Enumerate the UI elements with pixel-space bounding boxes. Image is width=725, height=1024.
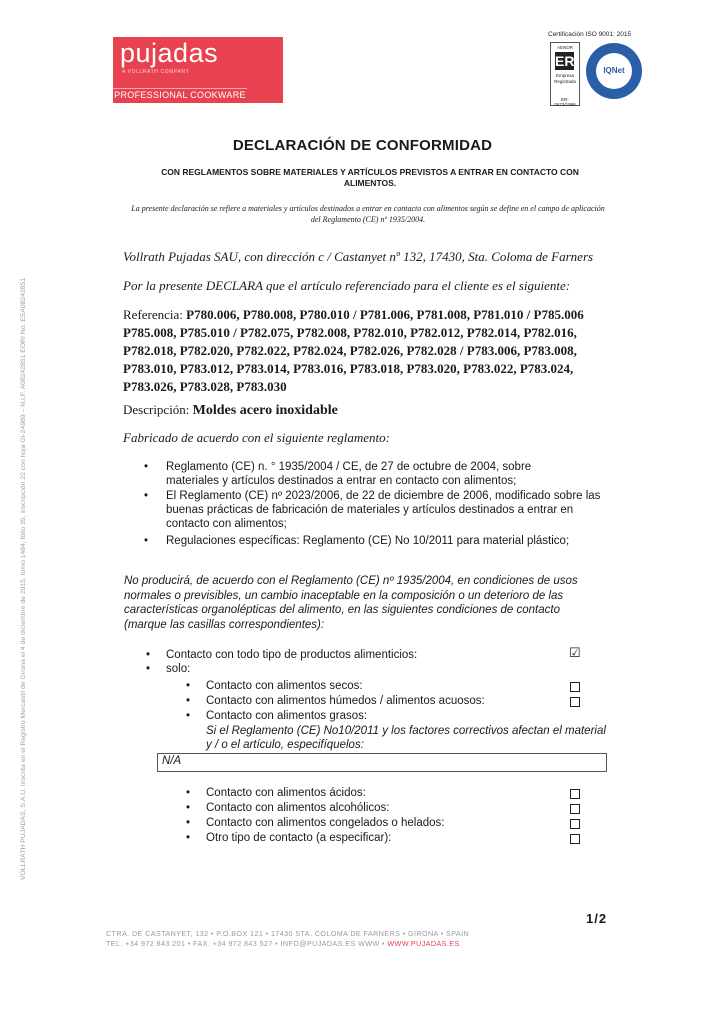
contact-label: Contacto con alimentos ácidos: — [206, 787, 366, 799]
description-value: Moldes acero inoxidable — [192, 403, 338, 418]
footer-phone-fax: TEL. +34 972 843 201 • FAX. +34 972 843 527 • INFO@PUJADAS.ES WWW • — [106, 939, 385, 948]
reference-block — [123, 306, 613, 396]
regulation-item — [144, 489, 606, 531]
contact-label: Contacto con alimentos secos: — [206, 680, 363, 692]
contact-row-alcohol — [186, 801, 390, 815]
reference-label: Referencia: — [123, 307, 183, 322]
regulation-item — [144, 534, 626, 548]
bullet-icon: • — [144, 461, 149, 473]
checkbox-alcohol[interactable] — [570, 804, 580, 814]
contact-label: Otro tipo de contacto (a especificar): — [206, 832, 392, 844]
contact-label: Contacto con alimentos alcohólicos: — [206, 802, 390, 814]
checkbox-dry[interactable] — [570, 682, 580, 692]
checkbox-humid[interactable] — [570, 697, 580, 707]
logo-tagline: PROFESSIONAL COOKWARE — [114, 90, 246, 100]
bullet-icon: • — [186, 832, 191, 844]
contact-label: solo: — [166, 663, 191, 675]
logo-wordmark: pujadas — [120, 38, 219, 68]
contact-label: Contacto con alimentos húmedos / alimentos acuosos: — [206, 695, 485, 707]
checkbox-other[interactable] — [570, 834, 580, 844]
checkbox-acid[interactable] — [570, 789, 580, 799]
contact-row-fat — [186, 709, 368, 723]
document-title: DECLARACIÓN DE CONFORMIDAD — [232, 137, 493, 154]
checkbox-all-checked-icon[interactable]: ☑ — [569, 645, 581, 660]
company-address: Vollrath Pujadas SAU, con dirección c / Castanyet nº 132, 17430, Sta. Coloma de Farners — [123, 249, 594, 264]
footer-contact — [106, 939, 460, 948]
contact-row-dry — [186, 679, 363, 693]
bullet-icon: • — [144, 490, 149, 502]
page-number: 1/2 — [586, 911, 608, 926]
checkbox-frozen[interactable] — [570, 819, 580, 829]
regulation-text: El Reglamento (CE) nº 2023/2006, de 22 de diciembre de 2006, modificado sobre las buenas prácticas de fabricación de materiales y artículos destinados a entrar en contacto con alimentos; — [166, 490, 601, 530]
bullet-icon: • — [146, 649, 151, 661]
contact-row-only — [146, 662, 191, 676]
aenor-er-mark: ER — [555, 53, 575, 69]
bullet-icon: • — [186, 695, 191, 707]
iqnet-label: IQNet — [596, 53, 632, 89]
contact-row-other — [186, 831, 392, 845]
contact-row-all — [146, 648, 418, 662]
bullet-icon: • — [146, 663, 151, 675]
description-block — [123, 402, 338, 419]
contact-label: Contacto con todo tipo de productos alimenticios: — [166, 649, 418, 661]
aenor-label: AENOR — [556, 45, 573, 50]
contact-row-frozen — [186, 816, 445, 830]
aenor-seal — [550, 42, 580, 106]
registry-side-note: VOLLRATH PUJADAS, S.A.U. Inscrita en el Registro Mercantil de Girona el 4 de diciembre de 2015, tomo 1484, folio 35, inscripción 22 con hoja GI-24989 – N.I.F. A08242851 EORI No. ESA08242851 — [20, 277, 27, 880]
contact-row-humid — [186, 694, 485, 708]
aenor-code: ER-0673/1998 — [554, 97, 576, 107]
scope-note: La presente declaración se refiere a materiales y artículos destinados a entrar en contacto con alimentos según se define en el campo de aplicación del Reglamento (CE) nº 1935/2004. — [131, 204, 605, 224]
aenor-line2: Registrada — [554, 79, 576, 84]
aenor-line1: Empresa — [555, 73, 574, 78]
reference-codes: P780.006, P780.008, P780.010 / P781.006, P781.008, P781.010 / P785.006 P785.008, P785.010 / P782.075, P782.008, P782.010, P782.012, P782.014, P782.016, P782.018, P782.020, P782.022, P782.024, P782.026, P782.028 / P783.006, P783.008, P783.010, P783.012, P783.014, P783.016, P783.018, P783.020, P783.022, P783.024, P783.026, P783.028, P783.030 — [123, 307, 584, 394]
footer-website-link[interactable]: WWW.PUJADAS.ES — [387, 939, 460, 948]
document-subtitle: CON REGLAMENTOS SOBRE MATERIALES Y ARTÍCULOS PREVISTOS A ENTRAR EN CONTACTO CON ALIMENTOS. — [161, 167, 579, 188]
contact-label: Contacto con alimentos grasos: — [206, 710, 368, 722]
bullet-icon: • — [186, 710, 191, 722]
description-label: Descripción: — [123, 402, 190, 417]
conformity-statement: No producirá, de acuerdo con el Reglamento (CE) nº 1935/2004, en condiciones de usos normales o previsibles, un cambio inaceptable en la composición o un deterioro de las características organolépticas del alimento, en las siguientes condiciones de contacto (marque las casillas correspondientes): — [124, 575, 578, 631]
logo-subtitle: A VOLLRATH COMPANY — [122, 69, 190, 75]
regulation-item — [144, 460, 586, 488]
regulation-text: Reglamento (CE) n. ° 1935/2004 / CE, de 27 de octubre de 2004, sobre materiales y artículos destinados a entrar en contacto con alimentos; — [166, 461, 532, 487]
fat-contact-note: Si el Reglamento (CE) No10/2011 y los factores correctivos afectan el material y / o el artículo, especifíquelos: — [206, 725, 606, 751]
specification-field[interactable] — [157, 753, 607, 772]
bullet-icon: • — [186, 787, 191, 799]
bullet-icon: • — [144, 535, 149, 547]
bullet-icon: • — [186, 680, 191, 692]
certification-title: Certificación ISO 9001: 2015 — [548, 31, 632, 38]
contact-row-acid — [186, 786, 366, 800]
contact-label: Contacto con alimentos congelados o helados: — [206, 817, 445, 829]
regulation-heading: Fabricado de acuerdo con el siguiente reglamento: — [123, 430, 390, 445]
regulation-text: Regulaciones específicas: Reglamento (CE) No 10/2011 para material plástico; — [166, 535, 570, 547]
specification-value: N/A — [162, 755, 182, 767]
iqnet-seal — [586, 43, 642, 99]
declaration-statement: Por la presente DECLARA que el artículo referenciado para el cliente es el siguiente: — [123, 278, 571, 293]
footer-address: CTRA. DE CASTANYET, 132 • P.O.BOX 121 • 17430 STA. COLOMA DE FARNERS • GIRONA • SPAIN — [106, 929, 470, 938]
bullet-icon: • — [186, 817, 191, 829]
bullet-icon: • — [186, 802, 191, 814]
